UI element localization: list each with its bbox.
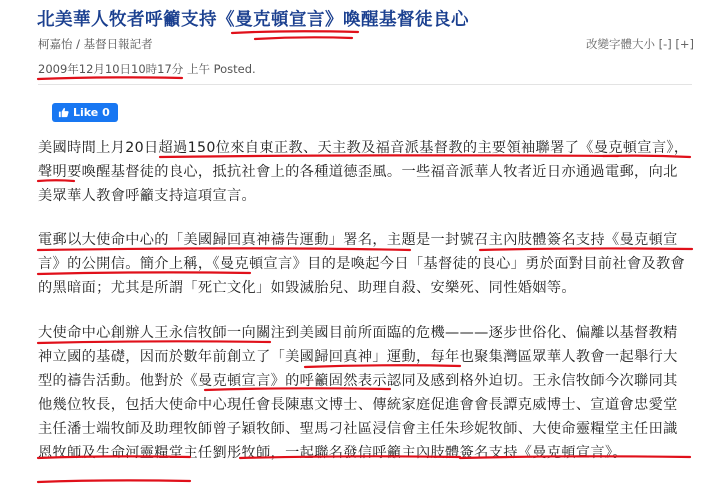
like-label: Like 0: [73, 106, 110, 119]
font-size-control: [586, 36, 694, 52]
title-underline-2: [255, 37, 352, 39]
dateline: 2009年12月10日10時17分 上午 Posted.: [38, 62, 256, 76]
divider: [38, 84, 692, 85]
thumbs-up-icon: [58, 107, 69, 118]
paragraph-3: 大使命中心創辦人王永信牧師一向關注到美國目前所面臨的危機———逐步世俗化、偏離以基督教精神立國的基礎，因而於數年前創立了「美國歸回真神」運動，每年也聚集灣區眾華人教會一起舉行大型的禱告活動。他對於《曼克頓宣言》的呼籲固然表示認同及感到格外迫切。王永信牧師今次聯同其他幾位牧長，包括大使命中心現任會長陳惠文博士、傳統家庭促進會會長譚克威博士、宣道會忠愛堂主任潘士端牧師及助理牧師曾子穎牧師、聖馬刁社區浸信會主任朱珍妮牧師、大使命靈糧堂主任田識恩牧師及生命河靈糧堂主任劉彤牧師，一起聯名發信呼籲主內肢體簽名支持《曼克頓宣言》。: [38, 325, 678, 461]
paragraph-1: 美國時間上月20日超過150位來自東正教、天主教及福音派基督教的主要領袖聯署了《曼克頓宣言》，聲明要喚醒基督徒的良心，抵抗社會上的各種道德歪風。一些福音派華人牧者近日亦通過電郵，向北美眾華人教會呼籲支持這項宣言。: [38, 140, 689, 204]
byline: 柯嘉怡 / 基督日報記者: [38, 37, 153, 51]
font-decrease-button[interactable]: [-]: [658, 37, 672, 51]
article-title[interactable]: 北美華人牧者呼籲支持《曼克頓宣言》喚醒基督徒良心: [37, 10, 469, 30]
date-underline: [38, 77, 182, 79]
font-size-label: 改變字體大小: [585, 37, 655, 51]
facebook-like-button[interactable]: [52, 103, 118, 122]
title-underline: [232, 31, 358, 33]
font-increase-button[interactable]: [+]: [675, 37, 694, 51]
paragraph-2: 電郵以大使命中心的「美國歸回真神禱告運動」署名，主題是一封號召主內肢體簽名支持《曼克頓宣言》的公開信。簡介上稱，《曼克頓宣言》目的是喚起今日「基督徒的良心」勇於面對目前社會及教會的黑暗面；尤其是所謂「死亡文化」如毀滅胎兒、助理自殺、安樂死、同性婚姻等。: [38, 232, 686, 296]
underline-p3-g: [38, 480, 190, 482]
